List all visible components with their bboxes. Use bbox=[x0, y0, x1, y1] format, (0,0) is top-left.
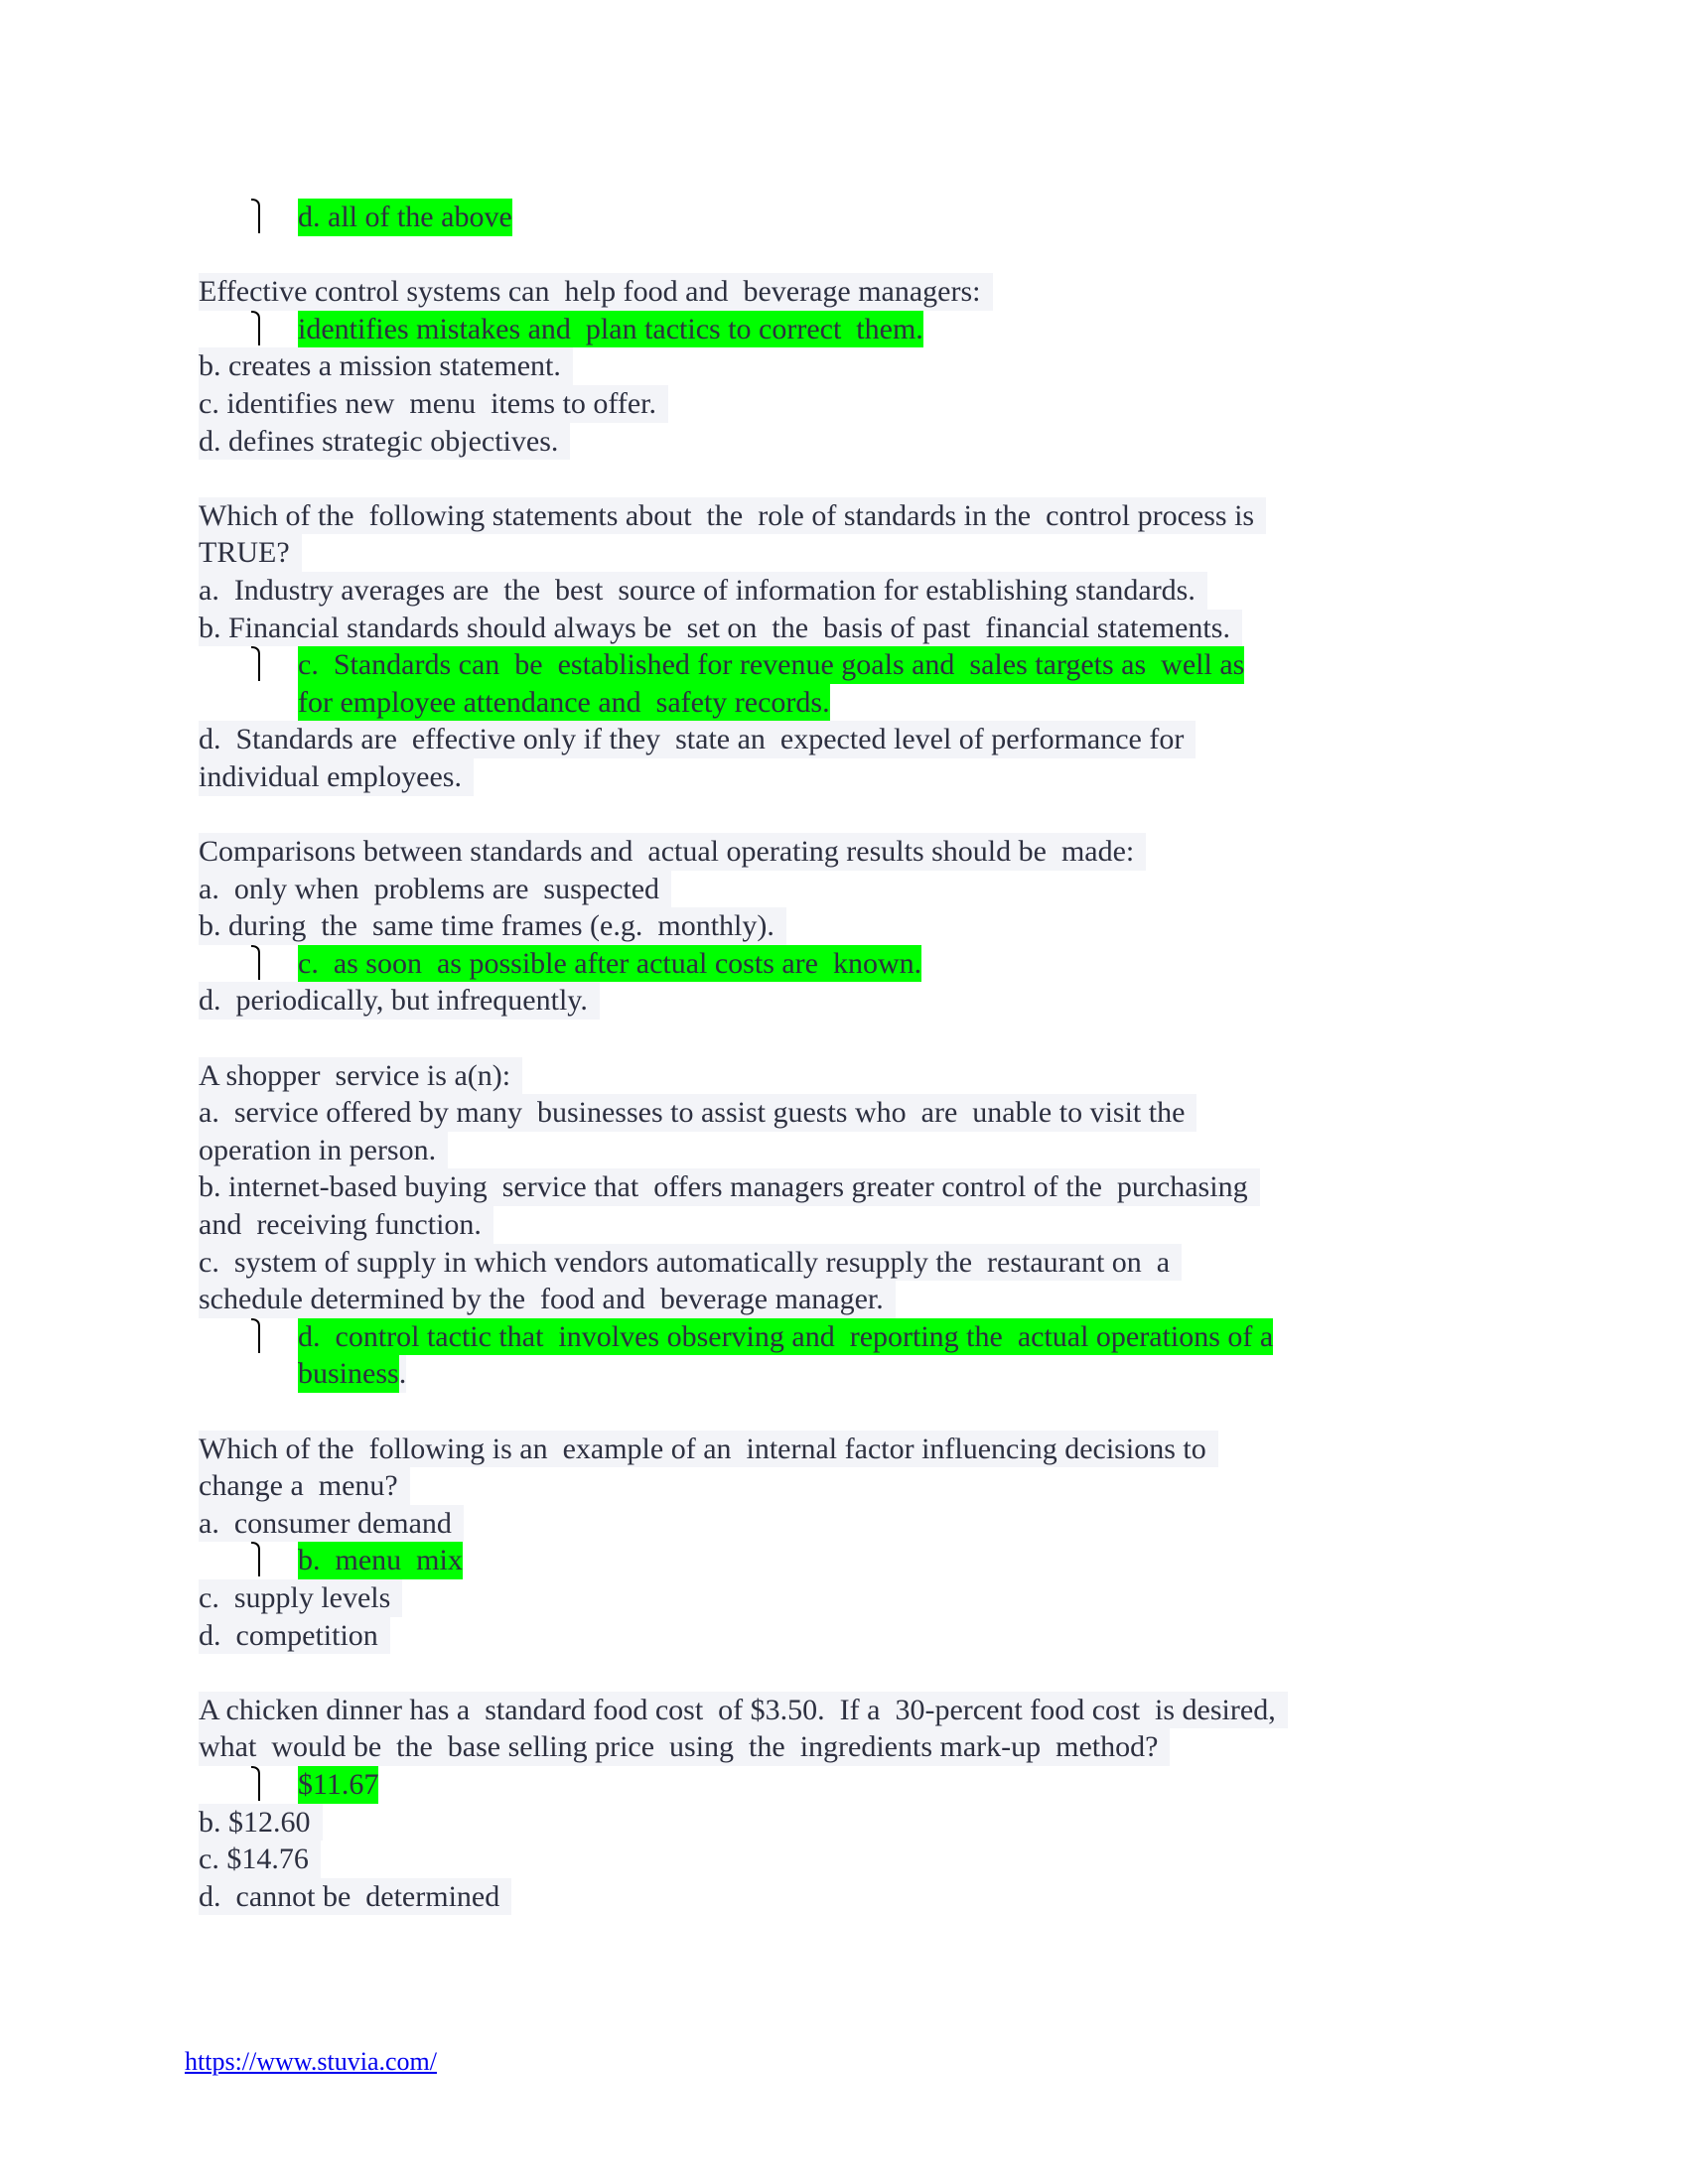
option-c: c. supply levels bbox=[199, 1579, 402, 1617]
option bbox=[0, 1841, 1688, 1878]
question-4-stem: A shopper service is a(n): bbox=[199, 1057, 522, 1095]
bracket-checkmark-icon bbox=[250, 311, 264, 346]
option-c: c. system of supply in which vendors automatically resupply the restaurant on a bbox=[199, 1244, 1182, 1282]
correct-answer bbox=[298, 311, 923, 348]
option bbox=[0, 982, 1688, 1020]
option bbox=[0, 1617, 1688, 1655]
option-a-cont: operation in person. bbox=[199, 1132, 448, 1169]
option-d: d. defines strategic objectives. bbox=[199, 423, 570, 461]
option-b: b. $12.60 bbox=[199, 1804, 323, 1842]
answer-highlight: $11.67 bbox=[298, 1766, 378, 1804]
correct-answer bbox=[298, 199, 512, 236]
bracket-checkmark-icon bbox=[250, 1766, 264, 1802]
spacer bbox=[0, 460, 1688, 497]
question-stem bbox=[0, 1692, 1688, 1729]
spacer bbox=[0, 1020, 1688, 1057]
option bbox=[0, 385, 1688, 423]
question-stem bbox=[0, 1057, 1688, 1095]
question-6-stem-cont: what would be the base selling price using the ingredients mark-up method? bbox=[199, 1728, 1170, 1766]
option-correct bbox=[0, 945, 1688, 983]
option bbox=[0, 1094, 1688, 1132]
answer-highlight: d. all of the above bbox=[298, 199, 512, 236]
option-a: a. Industry averages are the best source of information for establishing standards. bbox=[199, 572, 1207, 610]
option bbox=[0, 1505, 1688, 1543]
option bbox=[0, 1804, 1688, 1842]
question-stem bbox=[0, 497, 1688, 535]
correct-answer bbox=[298, 646, 1244, 684]
option-d: d. Standards are effective only if they state an expected level of performance for bbox=[199, 721, 1196, 758]
bracket-checkmark-icon bbox=[250, 646, 264, 682]
document-page bbox=[0, 199, 1688, 1915]
stuvia-link[interactable]: https://www.stuvia.com/ bbox=[185, 2047, 437, 2076]
question-1-stem: Effective control systems can help food and beverage managers: bbox=[199, 273, 993, 311]
option bbox=[0, 1206, 1688, 1244]
correct-answer bbox=[298, 1318, 1273, 1356]
option-d: d. cannot be determined bbox=[199, 1878, 511, 1916]
option-d: d. competition bbox=[199, 1617, 390, 1655]
spacer bbox=[0, 1654, 1688, 1692]
option-b: b. Financial standards should always be set on the basis of past financial statements. bbox=[199, 610, 1242, 647]
option bbox=[0, 1244, 1688, 1282]
option-correct bbox=[0, 646, 1688, 684]
option-a: a. consumer demand bbox=[199, 1505, 464, 1543]
question-stem bbox=[0, 833, 1688, 871]
option bbox=[0, 610, 1688, 647]
bracket-checkmark-icon bbox=[250, 1542, 264, 1577]
spacer bbox=[0, 1393, 1688, 1431]
bracket-checkmark-icon bbox=[250, 1318, 264, 1354]
question-2-stem: Which of the following statements about the role of standards in the control process is bbox=[199, 497, 1266, 535]
option-d: d. periodically, but infrequently. bbox=[199, 982, 600, 1020]
question-5-stem-cont: change a menu? bbox=[199, 1467, 410, 1505]
correct-answer bbox=[298, 1542, 463, 1579]
option-c: c. identifies new menu items to offer. bbox=[199, 385, 668, 423]
question-stem bbox=[0, 1467, 1688, 1505]
option bbox=[0, 423, 1688, 461]
option bbox=[0, 572, 1688, 610]
answer-trailing-period: . bbox=[399, 1355, 407, 1393]
option-correct bbox=[0, 1542, 1688, 1579]
question-stem bbox=[0, 273, 1688, 311]
question-6-stem: A chicken dinner has a standard food cost of $3.50. If a 30-percent food cost is desired, bbox=[199, 1692, 1288, 1729]
answer-highlight: business bbox=[298, 1355, 399, 1393]
option-correct-cont bbox=[0, 684, 1688, 722]
option-d-cont: individual employees. bbox=[199, 758, 474, 796]
answer-highlight: c. as soon as possible after actual costs are known. bbox=[298, 945, 921, 983]
option bbox=[0, 1878, 1688, 1916]
option bbox=[0, 721, 1688, 758]
option-correct bbox=[0, 1318, 1688, 1356]
bracket-checkmark-icon bbox=[250, 199, 264, 234]
option bbox=[0, 907, 1688, 945]
option-b: b. during the same time frames (e.g. monthly). bbox=[199, 907, 786, 945]
option bbox=[0, 347, 1688, 385]
question-5-stem: Which of the following is an example of an internal factor influencing decisions to bbox=[199, 1431, 1218, 1468]
option-a: a. only when problems are suspected bbox=[199, 871, 671, 908]
option-c: c. $14.76 bbox=[199, 1841, 321, 1878]
continued-answer-line bbox=[0, 199, 1688, 236]
option-c-cont: schedule determined by the food and beverage manager. bbox=[199, 1281, 896, 1318]
answer-highlight: identifies mistakes and plan tactics to correct them. bbox=[298, 311, 923, 348]
option bbox=[0, 1132, 1688, 1169]
question-stem bbox=[0, 1431, 1688, 1468]
correct-answer-cont bbox=[298, 1355, 406, 1393]
option bbox=[0, 758, 1688, 796]
option-b: b. internet-based buying service that offers managers greater control of the purchasing bbox=[199, 1168, 1260, 1206]
answer-highlight: b. menu mix bbox=[298, 1542, 463, 1579]
correct-answer bbox=[298, 1766, 378, 1804]
spacer bbox=[0, 236, 1688, 274]
question-stem bbox=[0, 1728, 1688, 1766]
option bbox=[0, 1579, 1688, 1617]
option-b-cont: and receiving function. bbox=[199, 1206, 493, 1244]
option bbox=[0, 871, 1688, 908]
bracket-checkmark-icon bbox=[250, 945, 264, 981]
answer-highlight: c. Standards can be established for revenue goals and sales targets as well as bbox=[298, 646, 1244, 684]
option-b: b. creates a mission statement. bbox=[199, 347, 573, 385]
answer-highlight: for employee attendance and safety records. bbox=[298, 684, 830, 722]
option-correct-cont bbox=[0, 1355, 1688, 1393]
option bbox=[0, 1168, 1688, 1206]
answer-highlight: d. control tactic that involves observing and reporting the actual operations of a bbox=[298, 1318, 1273, 1356]
option-correct bbox=[0, 311, 1688, 348]
spacer bbox=[0, 796, 1688, 834]
question-stem bbox=[0, 534, 1688, 572]
question-2-stem-cont: TRUE? bbox=[199, 534, 302, 572]
option-correct bbox=[0, 1766, 1688, 1804]
correct-answer bbox=[298, 945, 921, 983]
option bbox=[0, 1281, 1688, 1318]
question-3-stem: Comparisons between standards and actual operating results should be made: bbox=[199, 833, 1146, 871]
option-a: a. service offered by many businesses to assist guests who are unable to visit the bbox=[199, 1094, 1196, 1132]
correct-answer-cont bbox=[298, 684, 830, 722]
